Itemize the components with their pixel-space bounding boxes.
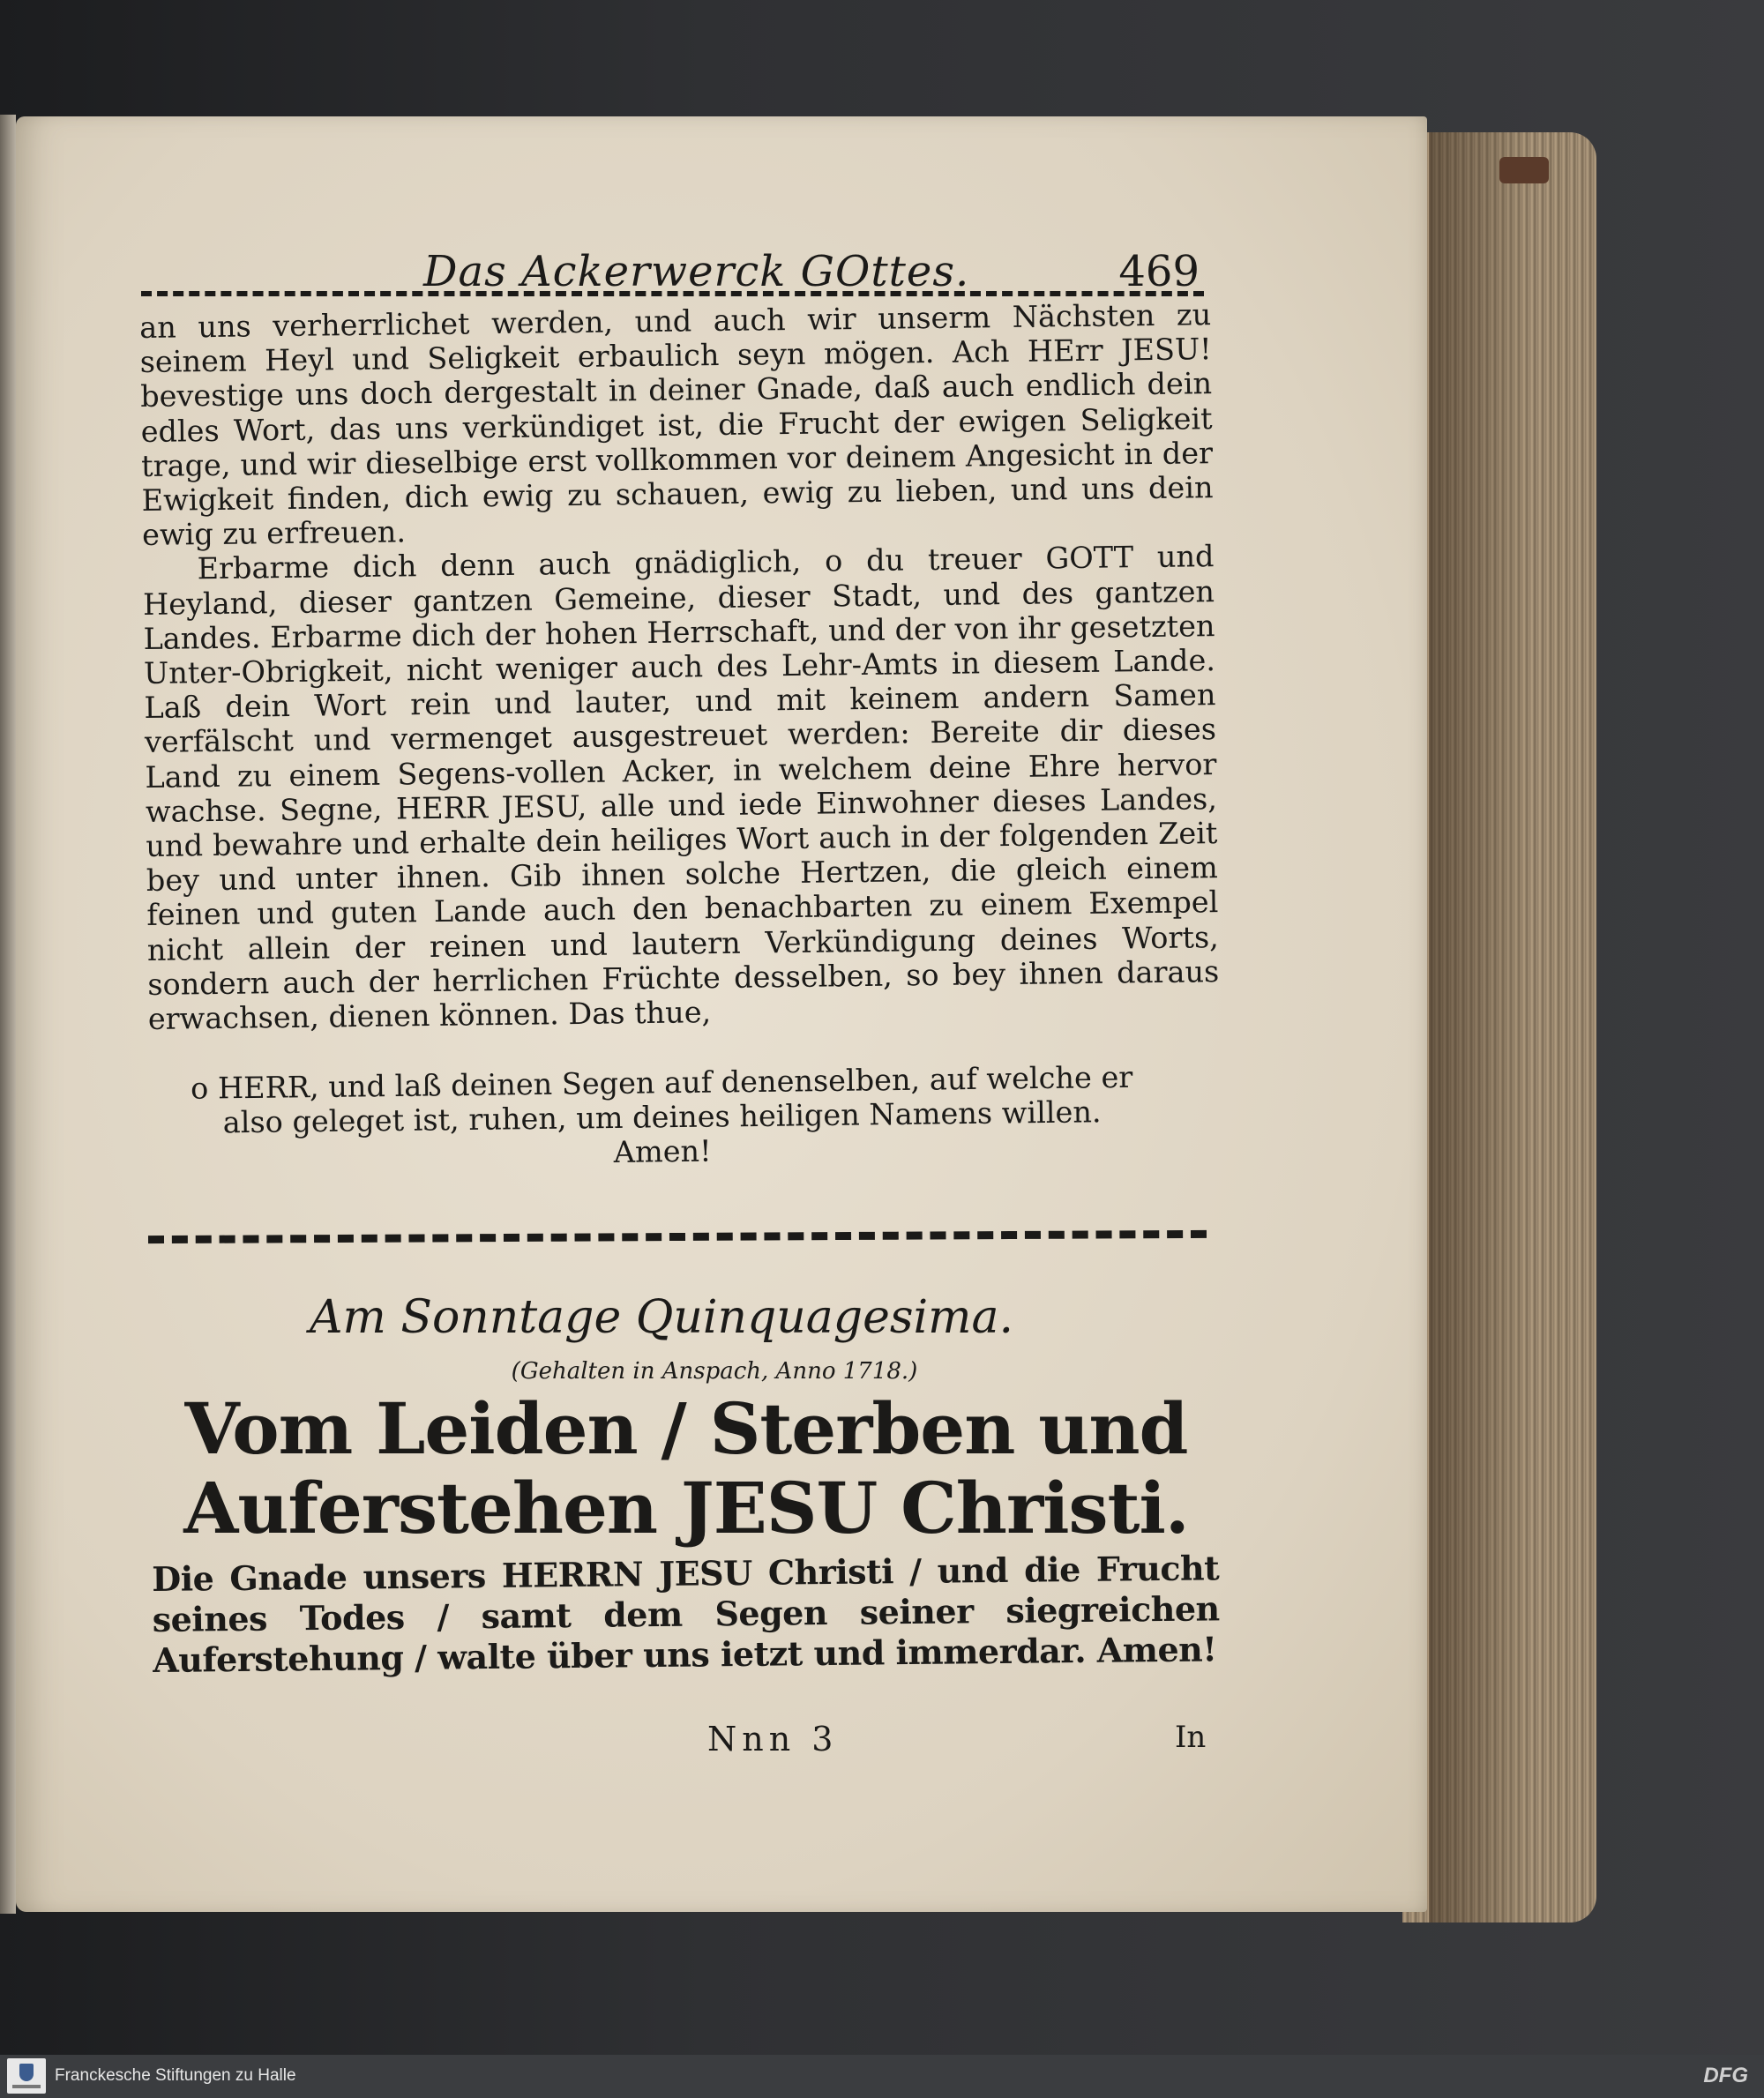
viewer-footer bbox=[0, 2055, 1764, 2098]
dfg-logo[interactable]: DFG bbox=[1703, 2064, 1748, 2087]
closing-prayer: o HERR, und laß deinen Segen auf denenselben, auf welche er also geleget ist, ruhen, um deines heiligen Namens willen. Amen! bbox=[190, 1059, 1133, 1170]
signature-mark: Nnn 3 bbox=[707, 1720, 839, 1758]
logo-bar bbox=[12, 2085, 41, 2088]
paragraph-2: Erbarme dich denn auch gnädiglich, o du treuer GOTT und Heyland, dieser gantzen Gemeine, dieser Stadt, und des gantzen Landes. Erbarme dich der hohen Herrschaft, und der von ihr gesetzten Unter-Obrigkeit, nicht weniger auch des Lehr-Amts in diesem Lande. Laß dein Wort rein und lauter, und mit keinem andern Samen verfälscht und vermenget ausgestreuet werden: Bereite dir dieses Land zu einem Segens-vollen Acker, in welchem deine Ehre hervor wachse. Segne, HERR JESU, alle und iede Einwohner dieses Landes, und bewahre und erhalte dein heiliges Wort auch in der folgenden Zeit bey und unter ihnen. Gib ihnen solche Hertzen, die gleich einem feinen und guten Lande auch den benachbarten zu einem Exempel nicht allein der reinen und lautern Verkündigung deines Worts, sondern auch der herrlichen Früchte desselben, so bey ihnen daraus erwachsen, dienen können. Das thue, bbox=[142, 539, 1220, 1037]
catchword: In bbox=[1175, 1720, 1207, 1755]
facing-page-edge bbox=[0, 115, 16, 1914]
institution-logo-icon[interactable] bbox=[7, 2058, 46, 2094]
shield-icon bbox=[19, 2064, 34, 2081]
bookmark-ribbon bbox=[1499, 157, 1549, 183]
sermon-title: Vom Leiden / Sterben und Auferstehen JESU Christi. bbox=[183, 1387, 1189, 1549]
sermon-occasion: (Gehalten in Anspach, Anno 1718.) bbox=[511, 1358, 918, 1385]
running-head-title: Das Ackerwerck GOttes. bbox=[423, 247, 970, 296]
institution-name[interactable]: Franckesche Stiftungen zu Halle bbox=[55, 2066, 296, 2085]
sermon-salutation: Die Gnade unsers HERRN JESU Christi / und die Frucht seines Todes / samt dem Segen seiner siegreichen Auferstehung / walte über uns ietzt und immerdar. Amen! bbox=[152, 1548, 1220, 1680]
header-rule bbox=[141, 291, 1204, 296]
sermon-heading: Am Sonntage Quinquagesima. bbox=[309, 1291, 1014, 1344]
page-number: 469 bbox=[1118, 247, 1200, 296]
fore-edge-shadow bbox=[1429, 132, 1526, 1923]
body-text bbox=[139, 297, 1220, 1036]
paragraph-1: an uns verherrlichet werden, und auch wir unserm Nächsten zu seinem Heyl und Seligkeit erbaulich seyn mögen. Ach HErr JESU! bevestige uns doch dergestalt in deiner Gnade, daß auch endlich dein edles Wort, das uns verkündiget ist, die Frucht der ewigen Seligkeit trage, und wir dieselbige erst vollkommen vor deinem Angesicht in der Ewigkeit finden, dich ewig zu schauen, ewig zu lieben, und uns dein ewig zu erfreuen. bbox=[139, 297, 1214, 553]
